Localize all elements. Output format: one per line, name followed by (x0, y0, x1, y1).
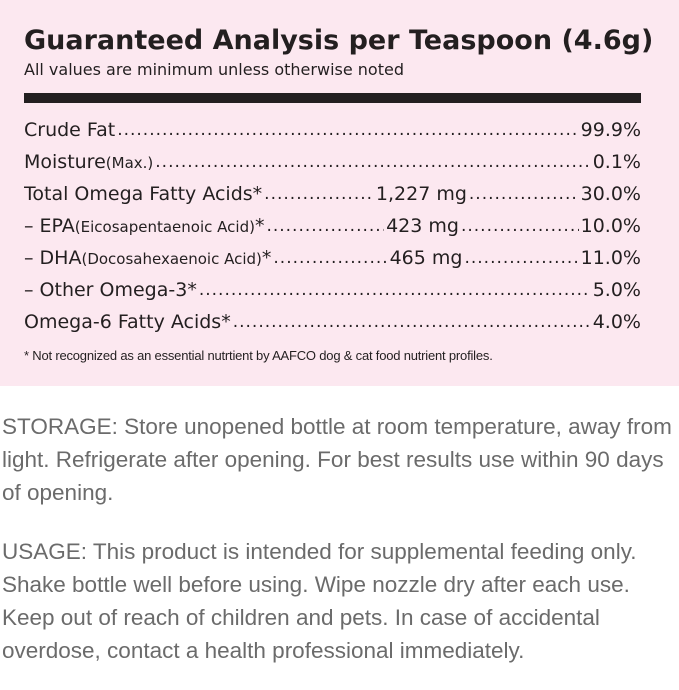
analysis-row-omega6 (24, 306, 641, 338)
row-percent: 99.9% (580, 119, 641, 141)
row-percent: 0.1% (592, 151, 641, 173)
analysis-subtitle: All values are minimum unless otherwise noted (24, 60, 404, 79)
dot-leader (155, 146, 590, 178)
analysis-row-crude-fat (24, 114, 641, 146)
row-label: Crude Fat (24, 119, 116, 141)
row-suffix: * (261, 247, 272, 269)
row-label: – Other Omega-3* (24, 279, 197, 301)
row-label: Moisture (24, 151, 106, 173)
row-percent: 11.0% (580, 247, 641, 269)
row-milligrams: 423 mg (386, 215, 459, 237)
row-percent: 4.0% (592, 311, 641, 333)
dot-leader (117, 114, 578, 146)
analysis-table (24, 114, 641, 338)
row-milligrams: 1,227 mg (375, 183, 467, 205)
analysis-row-total-omega (24, 178, 641, 210)
analysis-row-dha (24, 242, 641, 274)
row-label: – DHA (24, 247, 82, 269)
storage-instructions: STORAGE: Store unopened bottle at room temperature, away from light. Refrigerate after opening. For best results use within 90 days of opening. (2, 414, 672, 505)
analysis-row-moisture (24, 146, 641, 178)
dot-leader (464, 242, 578, 274)
row-sublabel: (Max.) (105, 154, 154, 172)
usage-instructions: USAGE: This product is intended for supplemental feeding only. Shake bottle well before using. Wipe nozzle dry after each use. Keep out of reach of children and pets. In case of accidental overdose, contact a health professional immediately. (2, 539, 637, 663)
dot-leader (233, 306, 591, 338)
row-sublabel: (Docosahexaenoic Acid) (81, 250, 262, 268)
row-percent: 5.0% (592, 279, 641, 301)
analysis-row-other-omega3 (24, 274, 641, 306)
dot-leader (273, 242, 387, 274)
dot-leader (199, 274, 591, 306)
row-percent: 10.0% (580, 215, 641, 237)
row-percent: 30.0% (580, 183, 641, 205)
row-suffix: * (254, 215, 265, 237)
row-label: Total Omega Fatty Acids* (24, 183, 263, 205)
row-milligrams: 465 mg (389, 247, 463, 269)
row-label: – EPA (24, 215, 75, 237)
dot-leader (266, 210, 384, 242)
analysis-row-epa (24, 210, 641, 242)
heavy-divider (24, 93, 641, 103)
aafco-footnote: * Not recognized as an essential nutrtient by AAFCO dog & cat food nutrient profiles. (24, 348, 493, 363)
dot-leader (264, 178, 374, 210)
dot-leader (461, 210, 579, 242)
row-label: Omega-6 Fatty Acids* (24, 311, 231, 333)
dot-leader (469, 178, 579, 210)
analysis-title: Guaranteed Analysis per Teaspoon (4.6g) (24, 25, 654, 56)
row-sublabel: (Eicosapentaenoic Acid) (74, 218, 255, 236)
